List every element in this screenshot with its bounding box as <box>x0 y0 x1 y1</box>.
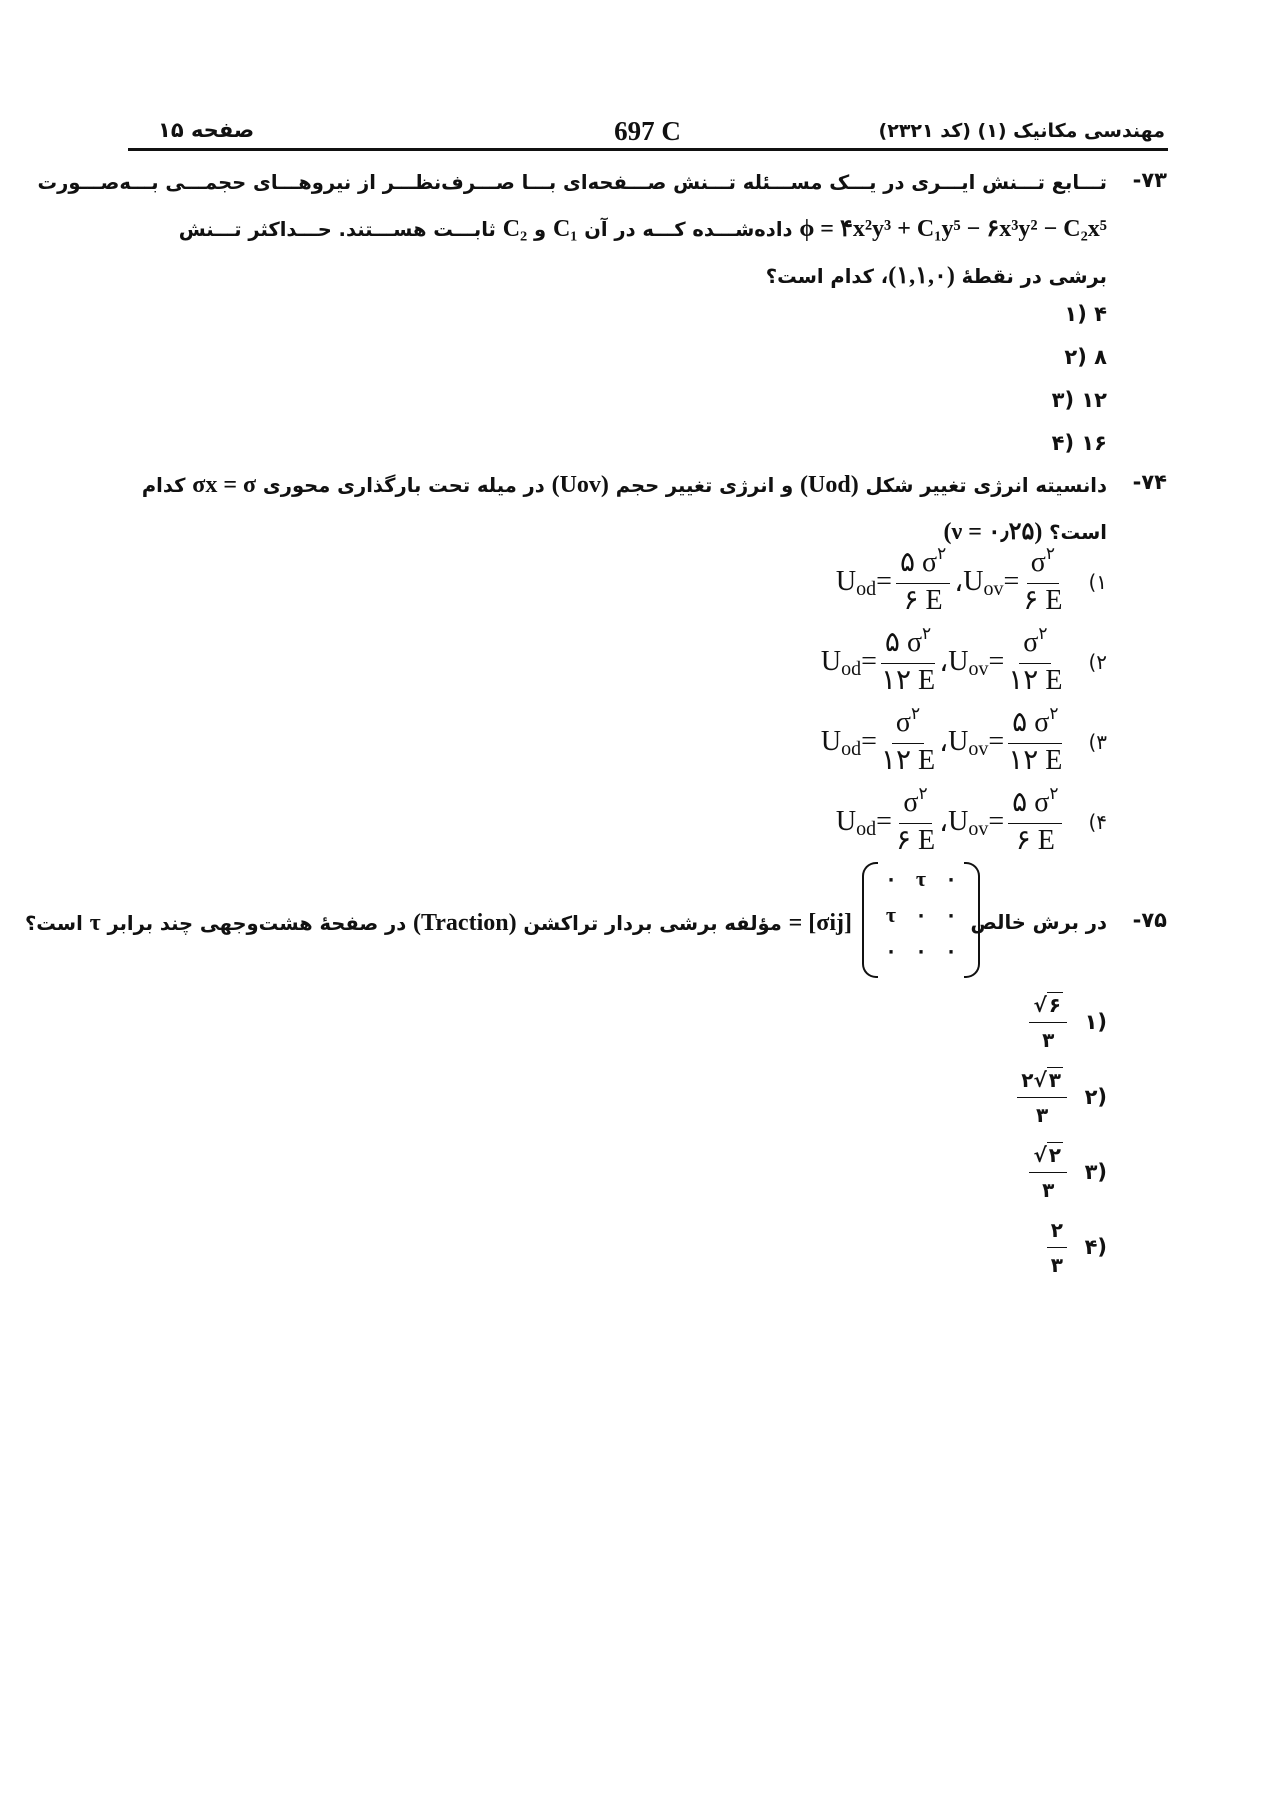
uov-label: U <box>963 566 984 597</box>
fraction-denominator: ۶ E <box>1023 585 1063 616</box>
poisson-ratio: (ν = ۰٫۲۵) <box>943 519 1043 545</box>
fraction-denominator: ۱۲ E <box>1008 665 1063 696</box>
matrix-cell: τ <box>915 866 927 891</box>
text-fragment: و انرژی تغییر حجم <box>615 474 794 497</box>
constant-c1: C₁ <box>552 216 578 242</box>
uod-subscript: od <box>841 657 862 680</box>
uov-fraction <box>1023 544 1063 616</box>
text-fragment: مؤلفه برشی بردار تراکشن <box>523 912 782 935</box>
separator: ، <box>939 727 949 758</box>
uov-subscript: ov <box>968 737 989 760</box>
text-fragment: داده‌شـــده کـــه در آن <box>584 218 793 241</box>
page-header <box>130 116 1165 152</box>
text-fragment: کدام <box>141 474 186 497</box>
stress-tensor-symbol: = [σij] <box>788 910 852 936</box>
airy-function: ϕ = ۴x²y³ + C₁y⁵ − ۶x³y² − C₂x⁵ <box>799 216 1107 242</box>
uod-subscript: od <box>856 577 877 600</box>
question-text <box>107 462 1107 556</box>
fraction-numerator: $\sigma^۲$ <box>899 788 931 824</box>
fraction-numerator: ۵ $\sigma^۲$ <box>1008 788 1062 824</box>
uod-subscript: od <box>856 817 877 840</box>
option-number: (۲ <box>1088 650 1107 674</box>
uod-fraction <box>880 624 936 696</box>
header-divider <box>128 148 1168 151</box>
fraction-numerator: √ ۶ <box>1029 990 1067 1023</box>
fraction-numerator: $\sigma^۲$ <box>1019 628 1051 664</box>
exponent: ۲ <box>910 704 921 723</box>
exponent: ۲ <box>1045 544 1055 563</box>
separator: ، <box>939 807 949 838</box>
uod-fraction <box>895 784 936 856</box>
fraction-denominator: ۱۲ E <box>880 665 936 696</box>
uod-symbol: (Uod) <box>800 472 859 498</box>
equals-sign: = <box>988 806 1005 837</box>
fraction-denominator: ۳ <box>1036 1103 1049 1127</box>
uod-label: U <box>820 726 842 757</box>
tau-symbol: τ <box>89 910 101 936</box>
option-3[interactable]: (۳ <box>1084 1160 1107 1184</box>
text-fragment: ثابـــت هســـتند. حـــداکثر تـــنش <box>178 218 496 241</box>
uov-fraction <box>1008 624 1063 696</box>
exponent: ۲ <box>937 544 947 563</box>
uov-label: U <box>948 806 969 837</box>
uod-label: U <box>835 806 857 837</box>
option-2[interactable]: ۸ (۲ <box>1064 345 1107 369</box>
uod-fraction <box>880 704 936 776</box>
fraction-numerator: ۲√ ۳ <box>1017 1065 1067 1098</box>
option-1[interactable]: ۴ (۱ <box>1064 302 1107 326</box>
fraction-denominator: ۳ <box>1050 1253 1063 1277</box>
matrix-cell: ۰ <box>915 902 927 927</box>
option-1[interactable]: (۱ <box>1084 1010 1107 1034</box>
uov-fraction <box>1008 704 1063 776</box>
fraction-denominator: ۱۲ E <box>880 745 936 776</box>
matrix-cell: ۰ <box>945 902 957 927</box>
text-fragment: ، کدام است؟ <box>765 265 889 288</box>
page-number: صفحه ۱۵ <box>158 118 255 142</box>
question-line <box>107 253 1107 300</box>
uov-fraction <box>1008 784 1062 856</box>
option-4[interactable] <box>835 784 1107 856</box>
option-1-value <box>1029 990 1067 1055</box>
uov-subscript: ov <box>968 657 989 680</box>
fraction-denominator: ۶ E <box>1015 825 1055 856</box>
uov-subscript: ov <box>983 577 1004 600</box>
exponent: ۲ <box>1038 624 1048 643</box>
exponent: ۲ <box>1049 784 1059 803</box>
option-3[interactable] <box>820 704 1107 776</box>
question-text-before-matrix <box>971 900 1107 946</box>
radicand: ۲ <box>1048 1143 1061 1167</box>
fraction-numerator: ۵ $\sigma^۲$ <box>896 548 950 584</box>
separator: ، <box>954 567 964 598</box>
booklet-code: 697 C <box>614 116 681 146</box>
matrix-cell: ۰ <box>945 866 957 891</box>
uod-label: U <box>835 566 857 597</box>
option-2[interactable] <box>820 624 1107 696</box>
radicand: ۶ <box>1048 993 1061 1017</box>
equals-sign: = <box>861 726 877 757</box>
question-line <box>107 206 1107 253</box>
fraction-numerator: $\sigma^۲$ <box>892 708 924 744</box>
fraction-denominator: ۶ E <box>903 585 943 616</box>
radicand: ۳ <box>1048 1068 1061 1092</box>
text-fragment: است؟ <box>24 912 83 935</box>
uod-label: U <box>820 646 842 677</box>
option-3[interactable]: ۱۲ (۳ <box>1051 388 1107 412</box>
option-3-value <box>1029 1140 1067 1205</box>
fraction-numerator: ۵ $\sigma^۲$ <box>1008 708 1062 744</box>
uov-label: U <box>948 646 969 677</box>
equals-sign: = <box>988 726 1005 757</box>
fraction-numerator: ۲ <box>1047 1215 1067 1248</box>
fraction-denominator: ۱۲ E <box>1008 745 1063 776</box>
fraction-denominator: ۶ E <box>895 825 936 856</box>
question-number: ۷۵- <box>1132 908 1167 932</box>
text-fragment: در صفحهٔ هشت‌وجهی چند برابر <box>107 912 407 935</box>
axial-stress: σx = σ <box>192 472 257 498</box>
uov-symbol: (Uov) <box>551 472 609 498</box>
exam-title: مهندسی مکانیک (۱) (کد ۲۳۲۱) <box>878 120 1165 142</box>
option-4[interactable]: (۴ <box>1084 1235 1107 1259</box>
stress-matrix <box>862 862 980 974</box>
option-4-value <box>1047 1215 1067 1280</box>
exponent: ۲ <box>918 784 928 803</box>
point-coordinates: (۱,۱,۰) <box>888 263 955 289</box>
text-fragment: برشی در نقطهٔ <box>961 265 1107 288</box>
exponent: ۲ <box>922 624 932 643</box>
option-4[interactable]: ۱۶ (۴ <box>1051 431 1107 455</box>
question-number: ۷۴- <box>1132 470 1167 494</box>
option-number: (۴ <box>1088 810 1107 834</box>
fraction-denominator: ۳ <box>1042 1028 1055 1052</box>
fraction-denominator: ۳ <box>1042 1178 1055 1202</box>
matrix-cell: ۰ <box>885 938 897 963</box>
matrix-cell: τ <box>885 902 897 927</box>
option-number: (۳ <box>1088 730 1107 754</box>
question-line <box>107 462 1107 509</box>
option-1[interactable] <box>835 544 1107 616</box>
question-line: تـــابع تـــنش ایـــری در یـــک مســـئله تـــنش صـــفحه‌ای بـــا صـــرف‌نظـــر از نیروهـــای حجمـــی بـــه‌صـــورت <box>37 171 1107 194</box>
traction-term: (Traction) <box>413 910 517 936</box>
matrix-cell: ۰ <box>885 866 897 891</box>
separator: ، <box>939 647 949 678</box>
equals-sign: = <box>876 566 892 597</box>
uod-fraction <box>896 544 950 616</box>
fraction-numerator: √ ۲ <box>1029 1140 1067 1173</box>
exponent: ۲ <box>1049 704 1059 723</box>
constant-c2: C₂ <box>502 216 528 242</box>
equals-sign: = <box>876 806 892 837</box>
uod-subscript: od <box>841 737 862 760</box>
question-number: ۷۳- <box>1132 168 1167 192</box>
question-text-after-matrix <box>25 900 852 947</box>
equals-sign: = <box>988 646 1005 677</box>
matrix-cell: ۰ <box>945 938 957 963</box>
uov-label: U <box>948 726 969 757</box>
text-fragment: در برش خالص <box>970 911 1107 934</box>
text-fragment: است؟ <box>1049 521 1107 544</box>
fraction-numerator: $\sigma^۲$ <box>1027 548 1059 584</box>
text-fragment: در میله تحت بارگذاری محوری <box>262 474 545 497</box>
option-2-value <box>1017 1065 1067 1130</box>
question-text <box>37 160 1107 300</box>
option-number: (۱ <box>1088 570 1107 594</box>
matrix-right-bracket <box>964 862 980 978</box>
text-fragment: و <box>534 218 547 241</box>
equals-sign: = <box>1003 566 1020 597</box>
text-fragment: دانسیته انرژی تغییر شکل <box>865 474 1107 497</box>
uov-subscript: ov <box>968 817 989 840</box>
option-2[interactable]: (۲ <box>1084 1085 1107 1109</box>
fraction-numerator: ۵ $\sigma^۲$ <box>881 628 935 664</box>
matrix-cell: ۰ <box>915 938 927 963</box>
equals-sign: = <box>861 646 877 677</box>
